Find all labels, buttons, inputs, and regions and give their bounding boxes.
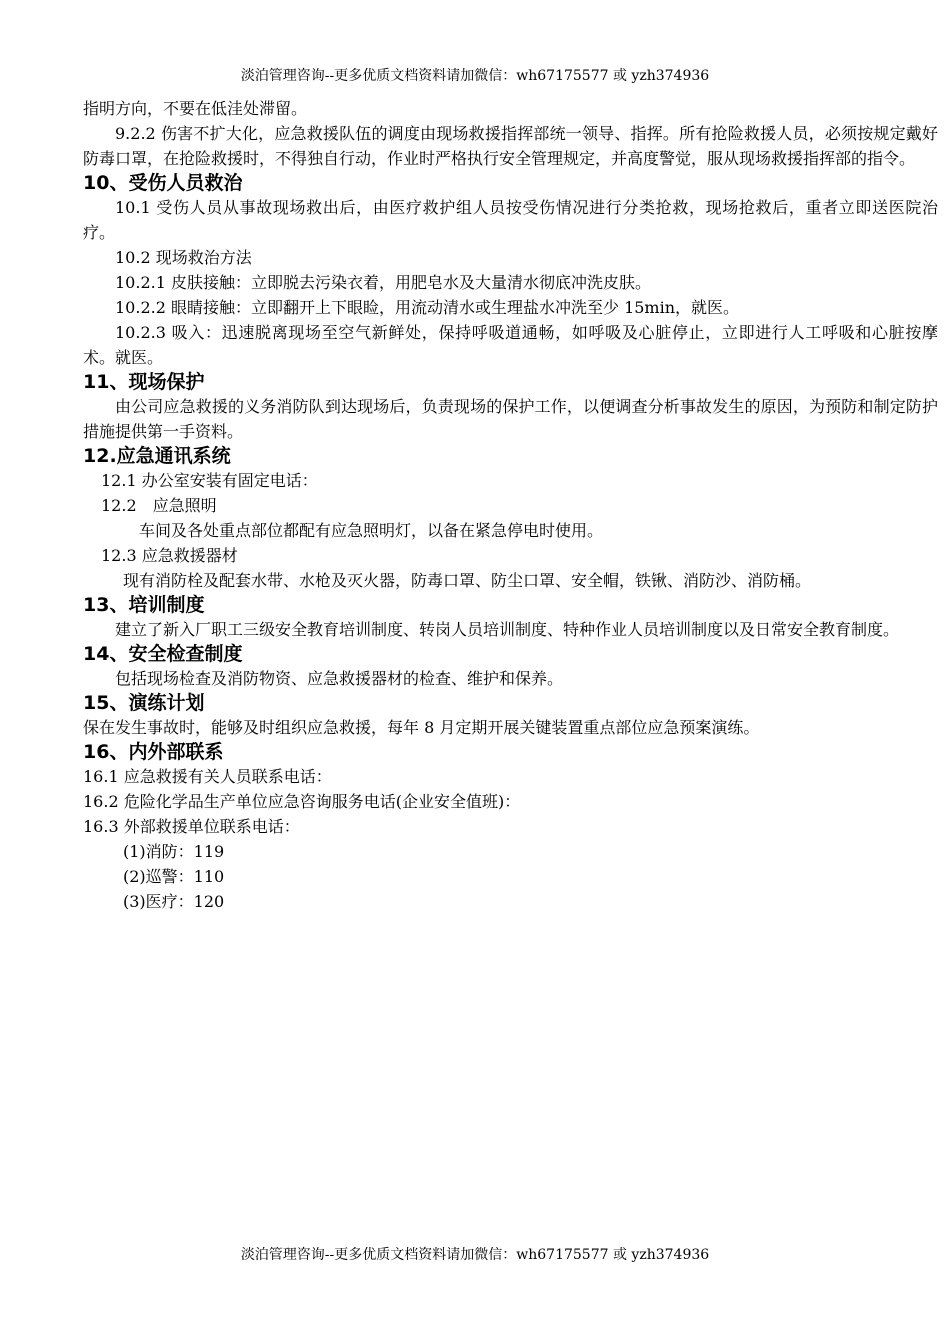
heading-15: 15、演练计划 — [83, 692, 205, 714]
paragraph-15: 保在发生事故时，能够及时组织应急救援，每年 8 月定期开展关键装置重点部位应急预案演练。 — [83, 718, 760, 737]
heading-10: 10、受伤人员救治 — [83, 172, 243, 194]
heading-14: 14、安全检查制度 — [83, 643, 243, 665]
paragraph-9-2-2: 9.2.2 伤害不扩大化，应急救援队伍的调度由现场救援指挥部统一领导、指挥。所有抢险救援人员，必须按规定戴好防毒口罩，在抢险救援时，不得独自行动，作业时严格执行安全管理规定，并高度警觉，服从现场救援指挥部的指令。 — [83, 124, 938, 168]
paragraph-continuation: 指明方向，不要在低洼处滞留。 — [83, 99, 308, 118]
heading-12: 12.应急通讯系统 — [83, 445, 231, 467]
paragraph-16-2: 16.2 危险化学品生产单位应急咨询服务电话(企业安全值班)： — [83, 792, 521, 811]
paragraph-10-2-2: 10.2.2 眼睛接触：立即翻开上下眼睑，用流动清水或生理盐水冲洗至少 15min，就医。 — [115, 298, 740, 317]
contact-medical: (3)医疗：120 — [123, 892, 225, 911]
paragraph-12-2: 12.2 应急照明 — [101, 496, 217, 515]
paragraph-16-3: 16.3 外部救援单位联系电话： — [83, 817, 300, 836]
paragraph-10-1: 10.1 受伤人员从事故现场救出后，由医疗救护组人员按受伤情况进行分类抢救，现场抢救后，重者立即送医院治疗。 — [83, 198, 938, 242]
page-footer: 淡泊管理咨询--更多优质文档资料请加微信：wh67175577 或 yzh374936 — [240, 1247, 710, 1263]
paragraph-12-3-text: 现有消防栓及配套水带、水枪及灭火器，防毒口罩、防尘口罩、安全帽，铁锹、消防沙、消防桶。 — [123, 571, 812, 590]
paragraph-14: 包括现场检查及消防物资、应急救援器材的检查、维护和保养。 — [115, 669, 564, 688]
contact-police: (2)巡警：110 — [123, 867, 225, 886]
paragraph-11: 由公司应急救援的义务消防队到达现场后，负责现场的保护工作，以便调查分析事故发生的原因，为预防和制定防护措施提供第一手资料。 — [83, 397, 938, 441]
heading-13: 13、培训制度 — [83, 594, 205, 616]
paragraph-10-2-3: 10.2.3 吸入：迅速脱离现场至空气新鲜处，保持呼吸道通畅，如呼吸及心脏停止，立即进行人工呼吸和心脏按摩术。就医。 — [83, 323, 938, 367]
heading-16: 16、内外部联系 — [83, 741, 224, 763]
paragraph-16-1: 16.1 应急救援有关人员联系电话： — [83, 767, 332, 786]
paragraph-12-3: 12.3 应急救援器材 — [101, 546, 238, 565]
paragraph-12-1: 12.1 办公室安装有固定电话： — [101, 471, 318, 490]
page-header: 淡泊管理咨询--更多优质文档资料请加微信：wh67175577 或 yzh374936 — [240, 68, 710, 84]
heading-11: 11、现场保护 — [83, 371, 205, 393]
paragraph-13: 建立了新入厂职工三级安全教育培训制度、转岗人员培训制度、特种作业人员培训制度以及日常安全教育制度。 — [115, 620, 900, 639]
paragraph-12-2-text: 车间及各处重点部位都配有应急照明灯，以备在紧急停电时使用。 — [139, 521, 604, 540]
paragraph-10-2-1: 10.2.1 皮肤接触：立即脱去污染衣着，用肥皂水及大量清水彻底冲洗皮肤。 — [115, 273, 651, 292]
paragraph-10-2: 10.2 现场救治方法 — [115, 248, 252, 267]
document-body — [83, 96, 938, 914]
contact-fire: (1)消防：119 — [123, 842, 225, 861]
